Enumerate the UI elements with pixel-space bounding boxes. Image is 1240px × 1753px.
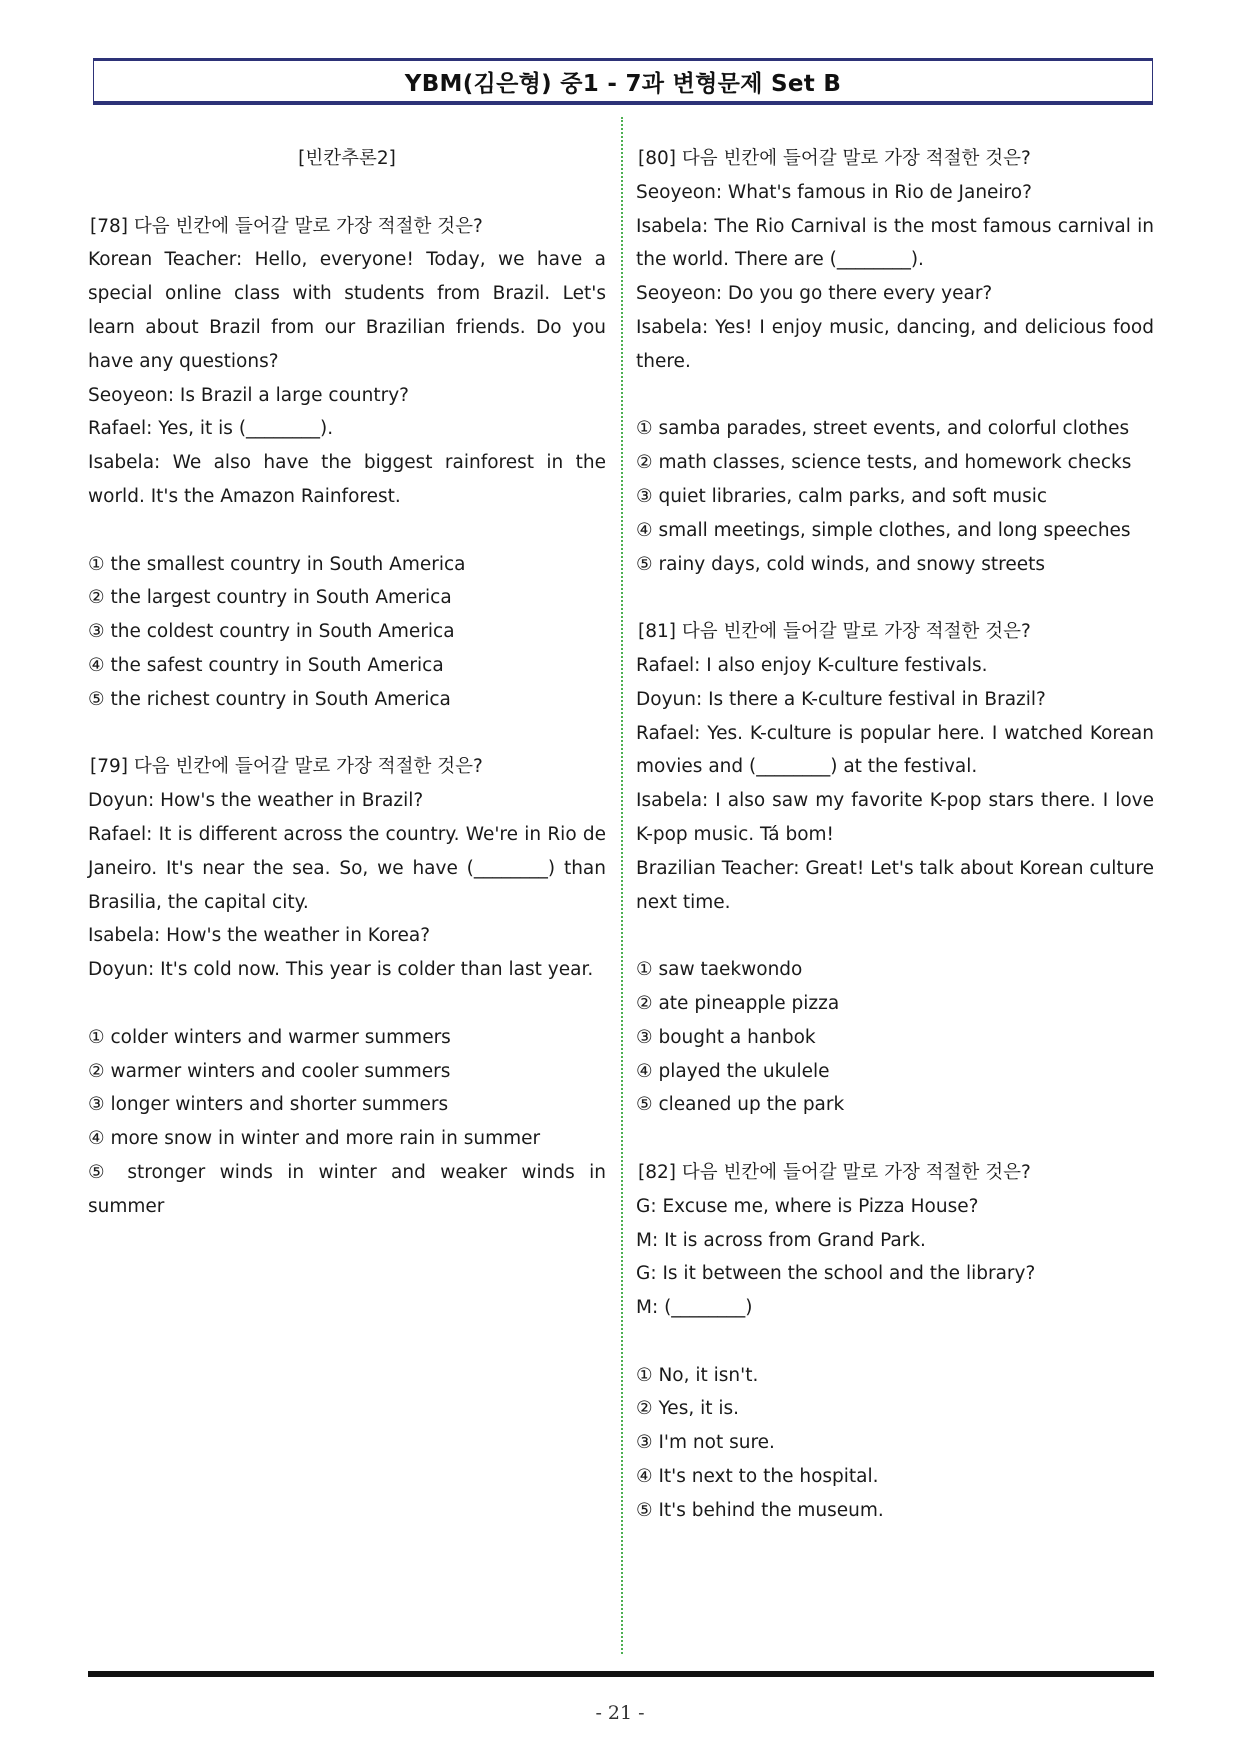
question-79 [88, 750, 606, 1223]
answer-option: ① the smallest country in South America [88, 553, 466, 575]
answer-option: ⑤ the richest country in South America [88, 688, 451, 710]
question-prompt: [78] 다음 빈칸에 들어갈 말로 가장 적절한 것은? [90, 215, 483, 237]
answer-option: ③ quiet libraries, calm parks, and soft music [636, 485, 1048, 507]
answer-option: ① samba parades, street events, and colorful clothes [636, 418, 1130, 440]
question-prompt: [82] 다음 빈칸에 들어갈 말로 가장 적절한 것은? [638, 1161, 1031, 1183]
column-divider [621, 117, 623, 1654]
passage-line: Seoyeon: Is Brazil a large country? [88, 384, 409, 406]
question-78 [88, 210, 606, 717]
answer-option: ② Yes, it is. [636, 1398, 740, 1420]
passage-line: G: Excuse me, where is Pizza House? [636, 1195, 979, 1217]
right-column [636, 142, 1154, 1528]
question-81 [636, 615, 1154, 1122]
passage-line: M: It is across from Grand Park. [636, 1229, 926, 1251]
question-82 [636, 1156, 1154, 1528]
answer-option: ③ the coldest country in South America [88, 621, 455, 643]
answer-option: ④ more snow in winter and more rain in summer [88, 1128, 541, 1150]
question-prompt: [79] 다음 빈칸에 들어갈 말로 가장 적절한 것은? [90, 756, 483, 778]
answer-option: ⑤ cleaned up the park [636, 1094, 845, 1116]
passage-line: Rafael: I also enjoy K-culture festivals. [636, 654, 988, 676]
answer-option: ② the largest country in South America [88, 587, 452, 609]
passage-line: Seoyeon: Do you go there every year? [636, 283, 993, 305]
passage-line: Doyun: Is there a K-culture festival in Brazil? [636, 688, 1046, 710]
passage-line: Doyun: It's cold now. This year is colder than last year. [88, 959, 594, 981]
passage-line: Doyun: How's the weather in Brazil? [88, 790, 424, 812]
question-prompt: [81] 다음 빈칸에 들어갈 말로 가장 적절한 것은? [638, 621, 1031, 643]
footer-rule [88, 1671, 1154, 1677]
answer-option: ② ate pineapple pizza [636, 992, 840, 1014]
passage-line: Isabela: Yes! I enjoy music, dancing, and delicious food there. [636, 316, 1154, 372]
question-80 [636, 142, 1154, 581]
passage-line: Rafael: Yes. K-culture is popular here. I watched Korean movies and (________) at the festival. [636, 722, 1154, 778]
passage-line: Korean Teacher: Hello, everyone! Today, we have a special online class with students from Brazil. Let's learn about Brazil from our Brazilian friends. Do you have any questions? [88, 249, 606, 372]
answer-option: ⑤ rainy days, cold winds, and snowy streets [636, 553, 1045, 575]
answer-option: ① saw taekwondo [636, 959, 803, 981]
passage-line: Isabela: The Rio Carnival is the most famous carnival in the world. There are (________). [636, 215, 1154, 271]
left-column [88, 142, 606, 1224]
answer-option: ⑤ It's behind the museum. [636, 1499, 884, 1521]
answer-option: ④ played the ukulele [636, 1060, 830, 1082]
passage-line: Rafael: Yes, it is (________). [88, 418, 334, 440]
passage-line: Isabela: I also saw my favorite K-pop stars there. I love K-pop music. Tá bom! [636, 790, 1154, 845]
answer-option: ⑤ stronger winds in winter and weaker winds in summer [88, 1161, 606, 1217]
answer-option: ② math classes, science tests, and homework checks [636, 452, 1132, 474]
answer-option: ② warmer winters and cooler summers [88, 1060, 451, 1082]
section-label: [빈칸추론2] [298, 148, 396, 169]
page-number: - 21 - [595, 1702, 645, 1724]
page-title: YBM(김은형) 중1 - 7과 변형문제 Set B [404, 70, 842, 97]
answer-option: ④ small meetings, simple clothes, and long speeches [636, 519, 1131, 541]
question-prompt: [80] 다음 빈칸에 들어갈 말로 가장 적절한 것은? [638, 148, 1031, 169]
passage-line: Seoyeon: What's famous in Rio de Janeiro? [636, 181, 1032, 203]
passage-line: Isabela: How's the weather in Korea? [88, 925, 431, 947]
passage-line: G: Is it between the school and the library? [636, 1263, 1036, 1285]
passage-line: Brazilian Teacher: Great! Let's talk about Korean culture next time. [636, 857, 1154, 913]
title-box [93, 58, 1153, 105]
answer-option: ③ I'm not sure. [636, 1432, 775, 1454]
answer-option: ① No, it isn't. [636, 1364, 759, 1386]
answer-option: ③ longer winters and shorter summers [88, 1094, 449, 1116]
answer-option: ④ It's next to the hospital. [636, 1466, 879, 1488]
answer-option: ③ bought a hanbok [636, 1026, 816, 1048]
answer-option: ④ the safest country in South America [88, 654, 444, 676]
passage-line: Isabela: We also have the biggest rainforest in the world. It's the Amazon Rainforest. [88, 452, 606, 507]
answer-option: ① colder winters and warmer summers [88, 1026, 451, 1048]
passage-line: Rafael: It is different across the country. We're in Rio de Janeiro. It's near the sea. So, we have (________) than Brasilia, the capital city. [88, 823, 606, 913]
passage-line: M: (________) [636, 1297, 753, 1319]
